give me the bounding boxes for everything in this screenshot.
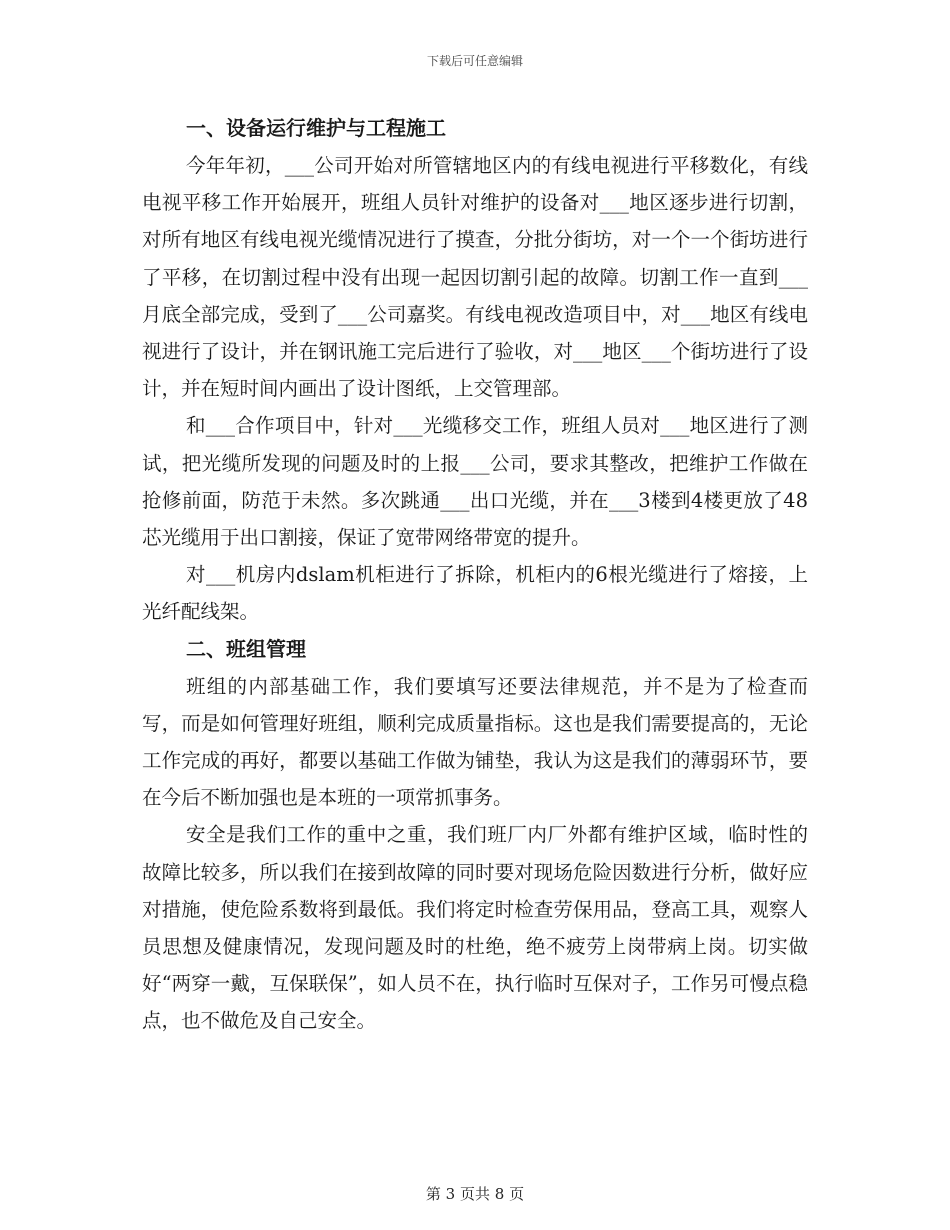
paragraph: 班组的内部基础工作，我们要填写还要法律规范，并不是为了检查而写，而是如何管理好班组，顺利完成质量指标。这也是我们需要提高的，无论工作完成的再好，都要以基础工作做为铺垫，我认为这是我们的薄弱环节，要在今后不断加强也是本班的一项常抓事务。 <box>142 674 808 810</box>
paragraph: 和___合作项目中，针对___光缆移交工作，班组人员对___地区进行了测试，把光缆所发现的问题及时的上报___公司，要求其整改，把维护工作做在抢修前面，防范于未然。多次跳通___出口光缆，并在___3楼到4楼更放了48芯光缆用于出口割接，保证了宽带网络带宽的提升。 <box>142 414 808 550</box>
section-equipment-maintenance <box>142 110 808 631</box>
paragraph: 对___机房内dslam机柜进行了拆除，机柜内的6根光缆进行了熔接，上光纤配线架。 <box>142 563 808 624</box>
section-heading: 一、设备运行维护与工程施工 <box>186 116 446 140</box>
paragraph: 今年年初，___公司开始对所管辖地区内的有线电视进行平移数化，有线电视平移工作开始展开，班组人员针对维护的设备对___地区逐步进行切割，对所有地区有线电视光缆情况进行了摸查，分批分街坊，对一个一个街坊进行了平移，在切割过程中没有出现一起因切割引起的故障。切割工作一直到___月底全部完成，受到了___公司嘉奖。有线电视改造项目中，对___地区有线电视进行了设计，并在钢讯施工完后进行了验收，对___地区___个街坊进行了设计，并在短时间内画出了设计图纸，上交管理部。 <box>142 154 808 401</box>
page-header: 下载后可任意编辑 <box>426 54 523 68</box>
section-heading: 二、班组管理 <box>186 636 306 661</box>
paragraph: 安全是我们工作的重中之重，我们班厂内厂外都有维护区域，临时性的故障比较多，所以我们在接到故障的同时要对现场危险因数进行分析，做好应对措施，使危险系数将到最低。我们将定时检查劳保用品，登高工具，观察人员思想及健康情况，发现问题及时的杜绝，绝不疲劳上岗带病上岗。切实做好“两穿一戴，互保联保”，如人员不在，执行临时互保对子，工作另可慢点稳点，也不做危及自己安全。 <box>142 823 808 1033</box>
section-team-management <box>142 631 808 1040</box>
page-footer: 第 3 页共 8 页 <box>425 1185 525 1203</box>
document-body <box>142 110 808 1040</box>
